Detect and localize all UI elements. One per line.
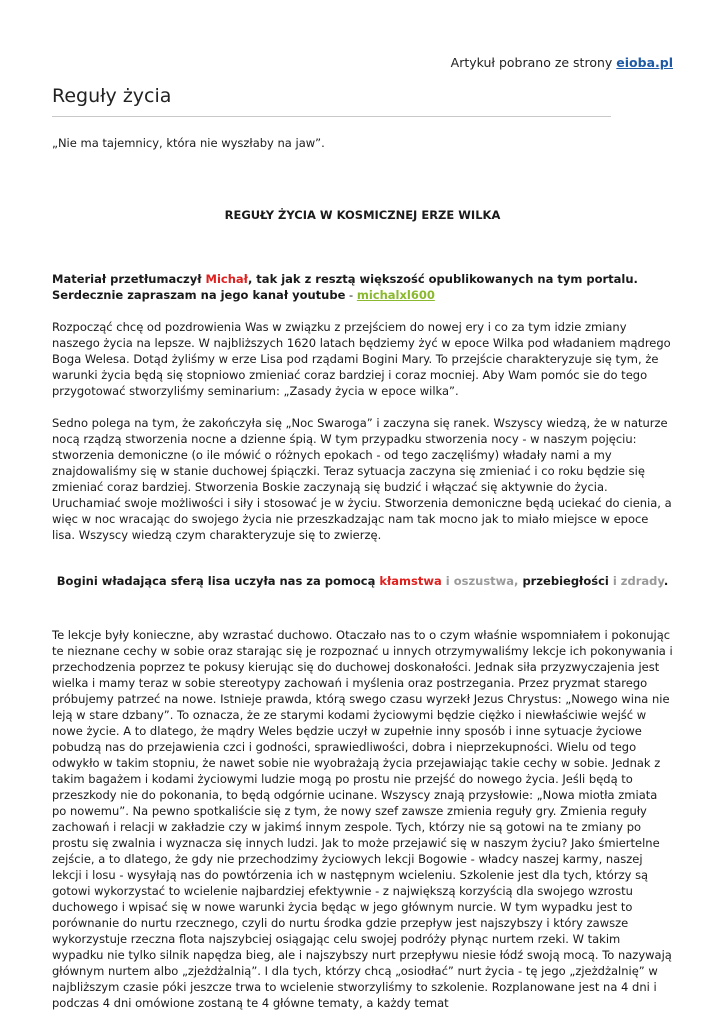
subhead-word-lies: kłamstwa (379, 574, 442, 588)
subhead-word-deceit: oszustwa, (453, 574, 519, 588)
title-divider (52, 116, 611, 117)
subheading (52, 573, 673, 589)
subhead-sep: i (441, 574, 454, 588)
youtube-channel-link[interactable]: michalxl600 (356, 288, 435, 302)
article-body (52, 135, 673, 1027)
paragraph: Te lekcje były konieczne, aby wzrastać duchowo. Otaczało nas to o czym właśnie wspomniałem i pokonując te nieznane cechy w sobie oraz starając się je rozpoznać u innych otrzymywaliśmy lekcje ich pokonywania i przechodzenia poprzez te pokusy kierując się do duchowej doskonałości. Jednak siła przyzwyczajenia jest wielka i mamy teraz w sobie stereotypy zachowań i myślenia oraz postrzegania. Przez pryzmat starego próbujemy patrzeć na nowe. Istnieje prawda, którą swego czasu wyrzekł Jezus Chrystus: „Nowego wina nie leją w stare dzbany”. To oznacza, że ze starymi kodami życiowymi będzie ciężko i niewłaściwie wejść w nowe życie. A to dlatego, że mądry Weles będzie uczył w zupełnie inny sposób i inne sytuacje życiowe pobudzą nas do przejawienia czci i godności, sprawiedliwości, dobra i nieprzekupności. Wielu od tego odwykło w takim stopniu, że nawet sobie nie wyobrażają życia przejawiając takie cechy w sobie. Jednak z takim bagażem i kodami życiowymi ludzie mogą po prostu nie przejść do nowego życia. Jeśli będą to przeszkody nie do pokonania, to będą odgórnie ucinane. Wszyscy znają przysłowie: „Nowa miotła zmiata po nowemu”. Na pewno spotkaliście się z tym, że nowy szef zawsze zmienia reguły gry. Zmienia reguły zachowań i relacji w zakładzie czy w jakimś innym zespole. Tych, którzy nie są gotowi na te zmiany po prostu się zwalnia i wyznacza się innych ludzi. Jak to może przejawić się w naszym życiu? Jako śmiertelne zejście, a to dlatego, że gdy nie przechodzimy życiowych lekcji Bogowie - władcy naszej karmy, naszej lekcji i losu - wysyłają nas do powtórzenia ich w następnym wcieleniu. Szkolenie jest dla tych, którzy są gotowi wykorzystać to wcielenie najbardziej efektywnie - z największą korzyścią dla swojego wzrostu duchowego i wpisać się w nowe warunki życia będąc w jego głównym nurcie. W tym wypadku jest to porównanie do nurtu rzecznego, czyli do nurtu środka gdzie przepływ jest najszybszy i który zawsze wykorzystuje rzeczna flota najszybciej osiągając celu swojej podróży płynąc nurtem rzeki. W takim wypadku nie tylko silnik napędza bieg, ale i najszybszy nurt przepływu niesie łódź swoją mocą. To nazywają głównym nurtem albo „zjeżdżalnią”. I dla tych, którzy chcą „osiodłać” nurt życia - tę jego „zjeżdżalnię” w najbliższym czasie póki jeszcze trwa to wcielenie stworzyliśmy to szkolenie. Rozplanowane jest na 4 dni i podczas 4 dni omówione zostaną te 4 główne tematy, a każdy temat (52, 628, 673, 1010)
page-title: Reguły życia (52, 85, 172, 107)
paragraph: Rozpocząć chcę od pozdrowienia Was w związku z przejściem do nowej ery i co za tym idzie zmiany naszego życia na lepsze. W najbliższych 1620 latach będziemy żyć w epoce Wilka pod władaniem mądrego Boga Welesa. Dotąd żyliśmy w erze Lisa pod rządami Bogini Mary. To przejście charakteryzuje się tym, że warunki życia będą się stopniowo zmieniać coraz bardziej i coraz mocniej. Aby Wam pomóc sie do tego przygotować stworzyliśmy seminarium: „Zasady życia w epoce wilka”. (52, 320, 671, 398)
subhead-prefix: Bogini władająca sferą lisa uczyła nas za pomocą (56, 574, 380, 588)
subhead-sep: i (608, 574, 621, 588)
subhead-word-betrayal: zdrady (620, 574, 664, 588)
subhead-word-cunning: przebiegłości (522, 574, 609, 588)
section-title: REGUŁY ŻYCIA W KOSMICZNEJ ERZE WILKA (224, 208, 501, 222)
opening-quote: „Nie ma tajemnicy, która nie wyszłaby na jaw”. (52, 136, 325, 150)
source-site-link[interactable]: eioba.pl (616, 55, 673, 70)
subhead-suffix: . (663, 574, 669, 588)
credit-middle: , tak jak z resztą większość opublikowanych na tym portalu. Serdecznie zapraszam na jego kanał youtube (52, 272, 638, 302)
source-prefix: Artykuł pobrano ze strony (450, 55, 613, 70)
credit-separator: - (345, 288, 357, 302)
article-source (451, 55, 673, 70)
translator-credit (52, 271, 673, 303)
paragraph: Sedno polega na tym, że zakończyła się „Noc Swaroga” i zaczyna się ranek. Wszyscy wiedzą, że w naturze nocą rządzą stworzenia nocne a dzienne śpią. W tym przypadku stworzenia nocy - w naszym pojęciu: stworzenia demoniczne (o ile mówić o różnych epokach - od tego zaczęliśmy) władały nami a my znajdowaliśmy się w stanie duchowej śpiączki. Teraz sytuacja zaczyna się zmieniać i co roku będzie się zmieniać coraz bardziej. Stworzenia Boskie zaczynają się budzić i włączać się aktywnie do życia. Uruchamiać swoje możliwości i siły i stosować je w życiu. Stworzenia demoniczne będą uciekać do cienia, a więc w noc wracając do swojego życia nie przeszkadzając nam tak mocno jak to miało miejsce w epoce lisa. Wszyscy wiedzą czym charakteryzuje się to zwierzę. (52, 416, 672, 542)
credit-prefix: Materiał przetłumaczył (52, 272, 206, 286)
translator-name: Michał (205, 272, 248, 286)
